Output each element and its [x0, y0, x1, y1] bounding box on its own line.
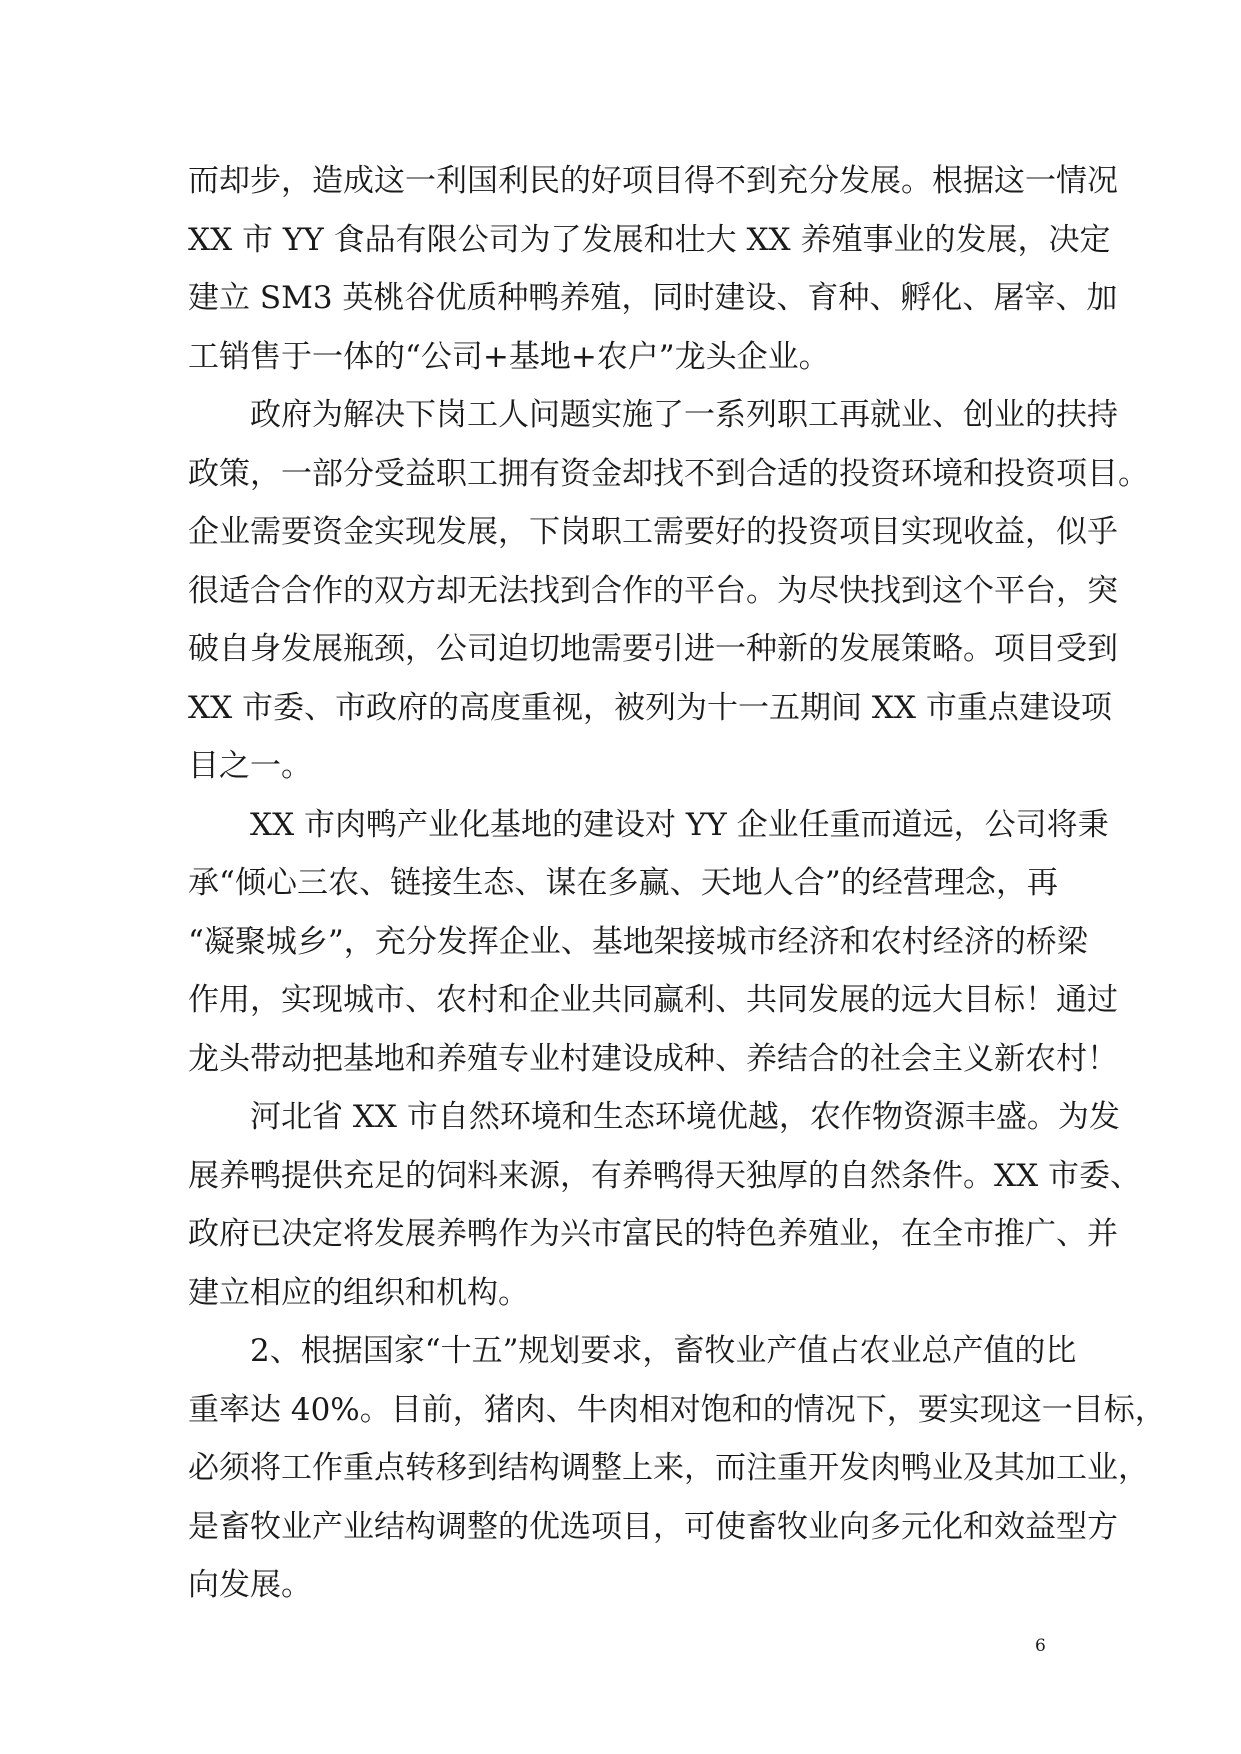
- paragraph-line: 向发展。: [188, 1567, 312, 1603]
- paragraph-line: 河北省 XX 市自然环境和生态环境优越，农作物资源丰盛。为发: [250, 1099, 1120, 1135]
- paragraph-line: 企业需要资金实现发展，下岗职工需要好的投资项目实现收益，似乎: [188, 514, 1118, 550]
- paragraph: [188, 152, 1118, 386]
- paragraph-line: 展养鸭提供充足的饲料来源，有养鸭得天独厚的自然条件。XX 市委、: [188, 1157, 1141, 1194]
- paragraph-line: 重率达 40%。目前，猪肉、牛肉相对饱和的情况下，要实现这一目标，: [188, 1391, 1166, 1428]
- paragraph-line: 工销售于一体的“公司+基地+农户”龙头企业。: [188, 338, 830, 375]
- paragraph-line: 建立相应的组织和机构。: [188, 1274, 529, 1311]
- paragraph-line: 政府已决定将发展养鸭作为兴市富民的特色养殖业，在全市推广、并: [188, 1216, 1118, 1252]
- paragraph: [188, 1088, 1141, 1322]
- document-body: [188, 152, 1166, 1615]
- paragraph-line: 2、根据国家“十五”规划要求，畜牧业产值占农业总产值的比: [250, 1333, 1077, 1369]
- paragraph-line: 必须将工作重点转移到结构调整上来，而注重开发肉鸭业及其加工业，: [188, 1450, 1149, 1486]
- paragraph: [188, 796, 1118, 1089]
- paragraph-line: 目之一。: [188, 748, 312, 784]
- paragraph-line: XX 市 YY 食品有限公司为了发展和壮大 XX 养殖事业的发展，决定: [188, 221, 1111, 258]
- paragraph-line: 破自身发展瓶颈，公司迫切地需要引进一种新的发展策略。项目受到: [188, 631, 1118, 667]
- paragraph-line: XX 市肉鸭产业化基地的建设对 YY 企业任重而道远，公司将秉: [250, 806, 1109, 843]
- paragraph-line: 而却步，造成这一利国利民的好项目得不到充分发展。根据这一情况: [188, 163, 1118, 199]
- paragraph-line: 建立 SM3 英桃谷优质种鸭养殖，同时建设、育种、孵化、屠宰、加: [188, 280, 1118, 316]
- paragraph: [188, 386, 1149, 796]
- paragraph-line: 作用，实现城市、农村和企业共同赢利、共同发展的远大目标！通过: [188, 982, 1118, 1018]
- paragraph: [188, 1322, 1166, 1615]
- paragraph-line: XX 市委、市政府的高度重视，被列为十一五期间 XX 市重点建设项: [188, 689, 1112, 726]
- page-number: 6: [1035, 1636, 1046, 1656]
- paragraph-line: 政策，一部分受益职工拥有资金却找不到合适的投资环境和投资项目。: [188, 455, 1149, 492]
- paragraph-line: 龙头带动把基地和养殖专业村建设成种、养结合的社会主义新农村！: [188, 1040, 1118, 1077]
- paragraph-line: “凝聚城乡”，充分发挥企业、基地架接城市经济和农村经济的桥梁: [188, 923, 1088, 960]
- paragraph-line: 承“倾心三农、链接生态、谋在多赢、天地人合”的经营理念，再: [188, 865, 1058, 901]
- paragraph-line: 是畜牧业产业结构调整的优选项目，可使畜牧业向多元化和效益型方: [188, 1508, 1118, 1545]
- paragraph-line: 很适合合作的双方却无法找到合作的平台。为尽快找到这个平台，突: [188, 572, 1118, 609]
- paragraph-line: 政府为解决下岗工人问题实施了一系列职工再就业、创业的扶持: [250, 397, 1118, 433]
